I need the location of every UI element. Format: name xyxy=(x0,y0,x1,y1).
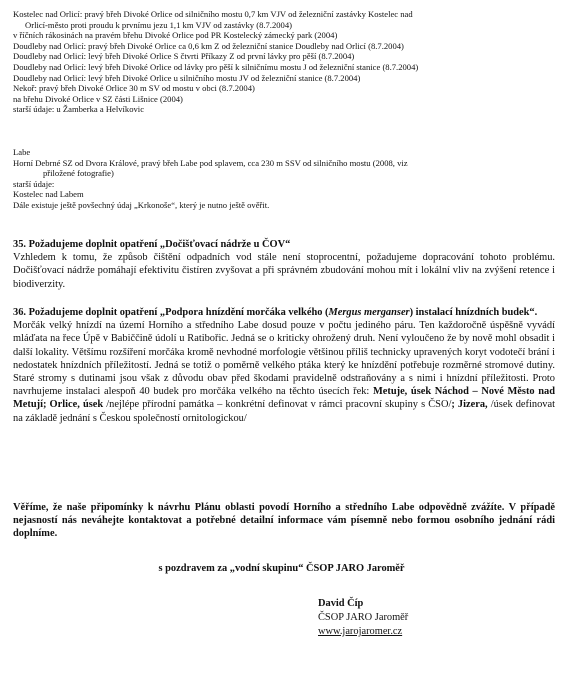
signature-block xyxy=(318,597,408,638)
labe-section xyxy=(13,147,558,211)
river-sections-bold: ; Jizera, xyxy=(451,399,488,411)
locality-line: na břehu Divoké Orlice v SZ části Lišnice (2004) xyxy=(13,93,183,104)
request-36-text-part: Morčák velký hnízdí na území Horního a středního Labe dosud pouze v počtu jediného páru. Ten každoročně úspěšně vyvádí mláďata na řece Úpě v Babiččině údolí u Ratibořic. Jedná se o kriticky ohrožený druh. Není vyloučeno že by nově mohl obsadit i další lokality. Většímu rozšíření morčáka kromě nevhodné morfologie většinou příliš technicky upravených koryt vodotečí brání i nedostatek hnízdních příležitostí. Jedná se totiž o poměrně velkého ptáka který ke hnízdění potřebuje rozměrné stromové dutiny. Staré stromy s dutinami jsou však z důvodu obav před škodami pravidelně odstraňovány a s nimi i hnízdní příležitosti. Proto navrhujeme instalaci alespoň 40 budek pro morčáka velkého na těchto úsecích řek: xyxy=(13,320,555,398)
request-36-text xyxy=(13,319,555,425)
request-35 xyxy=(13,238,555,291)
labe-line: přiložené fotografie) xyxy=(43,168,114,179)
labe-line: Dále existuje ještě povšechný údaj „Krkonoše“, který je nutno ještě ověřit. xyxy=(13,199,270,210)
signature-name: David Číp xyxy=(318,598,364,609)
labe-line: starší údaje: xyxy=(13,178,55,189)
locality-line: Doudleby nad Orlicí: levý břeh Divoké Orlice od lávky pro pěší k silničnímu mostu J od železniční stanice (8.7.2004) xyxy=(13,61,419,72)
request-36-heading-part: 36. Požadujeme doplnit opatření „Podpora hnízdění morčáka velkého ( xyxy=(13,307,329,318)
locality-line: Doudleby nad Orlicí: levý břeh Divoké Orlice S čtvrti Příkazy Z od první lávky pro pěší (8.7.2004) xyxy=(13,51,355,62)
request-36 xyxy=(13,306,555,425)
locality-list xyxy=(13,9,553,115)
request-36-heading-part: ) instalací hnízdních budek“. xyxy=(409,307,538,318)
request-36-text-part: /úsek definovat na základě jednání s Českou společností ornitologickou/ xyxy=(13,399,555,424)
closing-text: Věříme, že naše připomínky k návrhu Plánu oblasti povodí Horního a středního Labe odpovědně zvážíte. V případě nejasností nás neváhejte kontaktovat a potřebné detailní informace vám písemně nebo formou osobního jednání rádi doplníme. xyxy=(13,502,555,540)
locality-line: Nekoř: pravý břeh Divoké Orlice 30 m SV od mostu v obci (8.7.2004) xyxy=(13,83,255,94)
labe-line: Horní Debrné SZ od Dvora Králové, pravý břeh Labe pod splavem, cca 230 m SSV od silničního mostu (2008, viz xyxy=(13,157,408,168)
river-sections-bold: Metuje, úsek Náchod – Nové Město nad Metují; Orlice, úsek xyxy=(13,386,555,411)
locality-line: Orlicí-město proti proudu k prvnímu jezu 1,1 km VJV od zastávky (8.7.2004) xyxy=(25,19,293,30)
labe-title: Labe xyxy=(13,147,31,157)
closing-paragraph xyxy=(13,501,555,541)
labe-line: Kostelec nad Labem xyxy=(13,189,84,200)
request-35-text: Vzhledem k tomu, že způsob čištění odpadních vod stále není stoprocentní, požadujeme dopracování tohoto problému. Dočišťovací nádrže pomáhají efektivitu čistíren zvyšovat a při správném zbudování mohou mít i lokální vliv na zvýšení retence i biodiverzity. xyxy=(13,252,555,290)
request-36-heading xyxy=(13,306,555,319)
regards-line: s pozdravem za „vodní skupinu“ ČSOP JARO Jaroměř xyxy=(158,563,405,574)
locality-line: v říčních rákosinách na pravém břehu Divoké Orlice pod PR Kostelecký zámecký park (2004) xyxy=(13,30,338,41)
locality-line: Kostelec nad Orlicí: pravý břeh Divoké Orlice od silničního mostu 0,7 km VJV od železniční zastávky Kostelec nad xyxy=(13,9,413,19)
request-35-heading: 35. Požadujeme doplnit opatření „Dočišťovací nádrže u ČOV“ xyxy=(13,239,291,250)
request-36-text-part: /nejlépe přírodní památka – konkrétní definovat v rámci pracovní skupiny s ČSO/ xyxy=(103,399,452,411)
website-link[interactable]: www.jarojaromer.cz xyxy=(318,625,403,637)
species-latin-name: Mergus merganser xyxy=(328,307,410,318)
locality-line: Doudleby nad Orlicí: levý břeh Divoké Orlice u silničního mostu JV od železniční stanice (8.7.2004) xyxy=(13,72,361,83)
locality-line: Doudleby nad Orlicí: pravý břeh Divoké Orlice ca 0,6 km Z od železniční stanice Doudleby nad Orlicí (8.7.2004) xyxy=(13,40,404,51)
signature-org: ČSOP JARO Jaroměř xyxy=(318,611,409,623)
locality-line: starší údaje: u Žamberka a Helvíkovic xyxy=(13,104,145,115)
